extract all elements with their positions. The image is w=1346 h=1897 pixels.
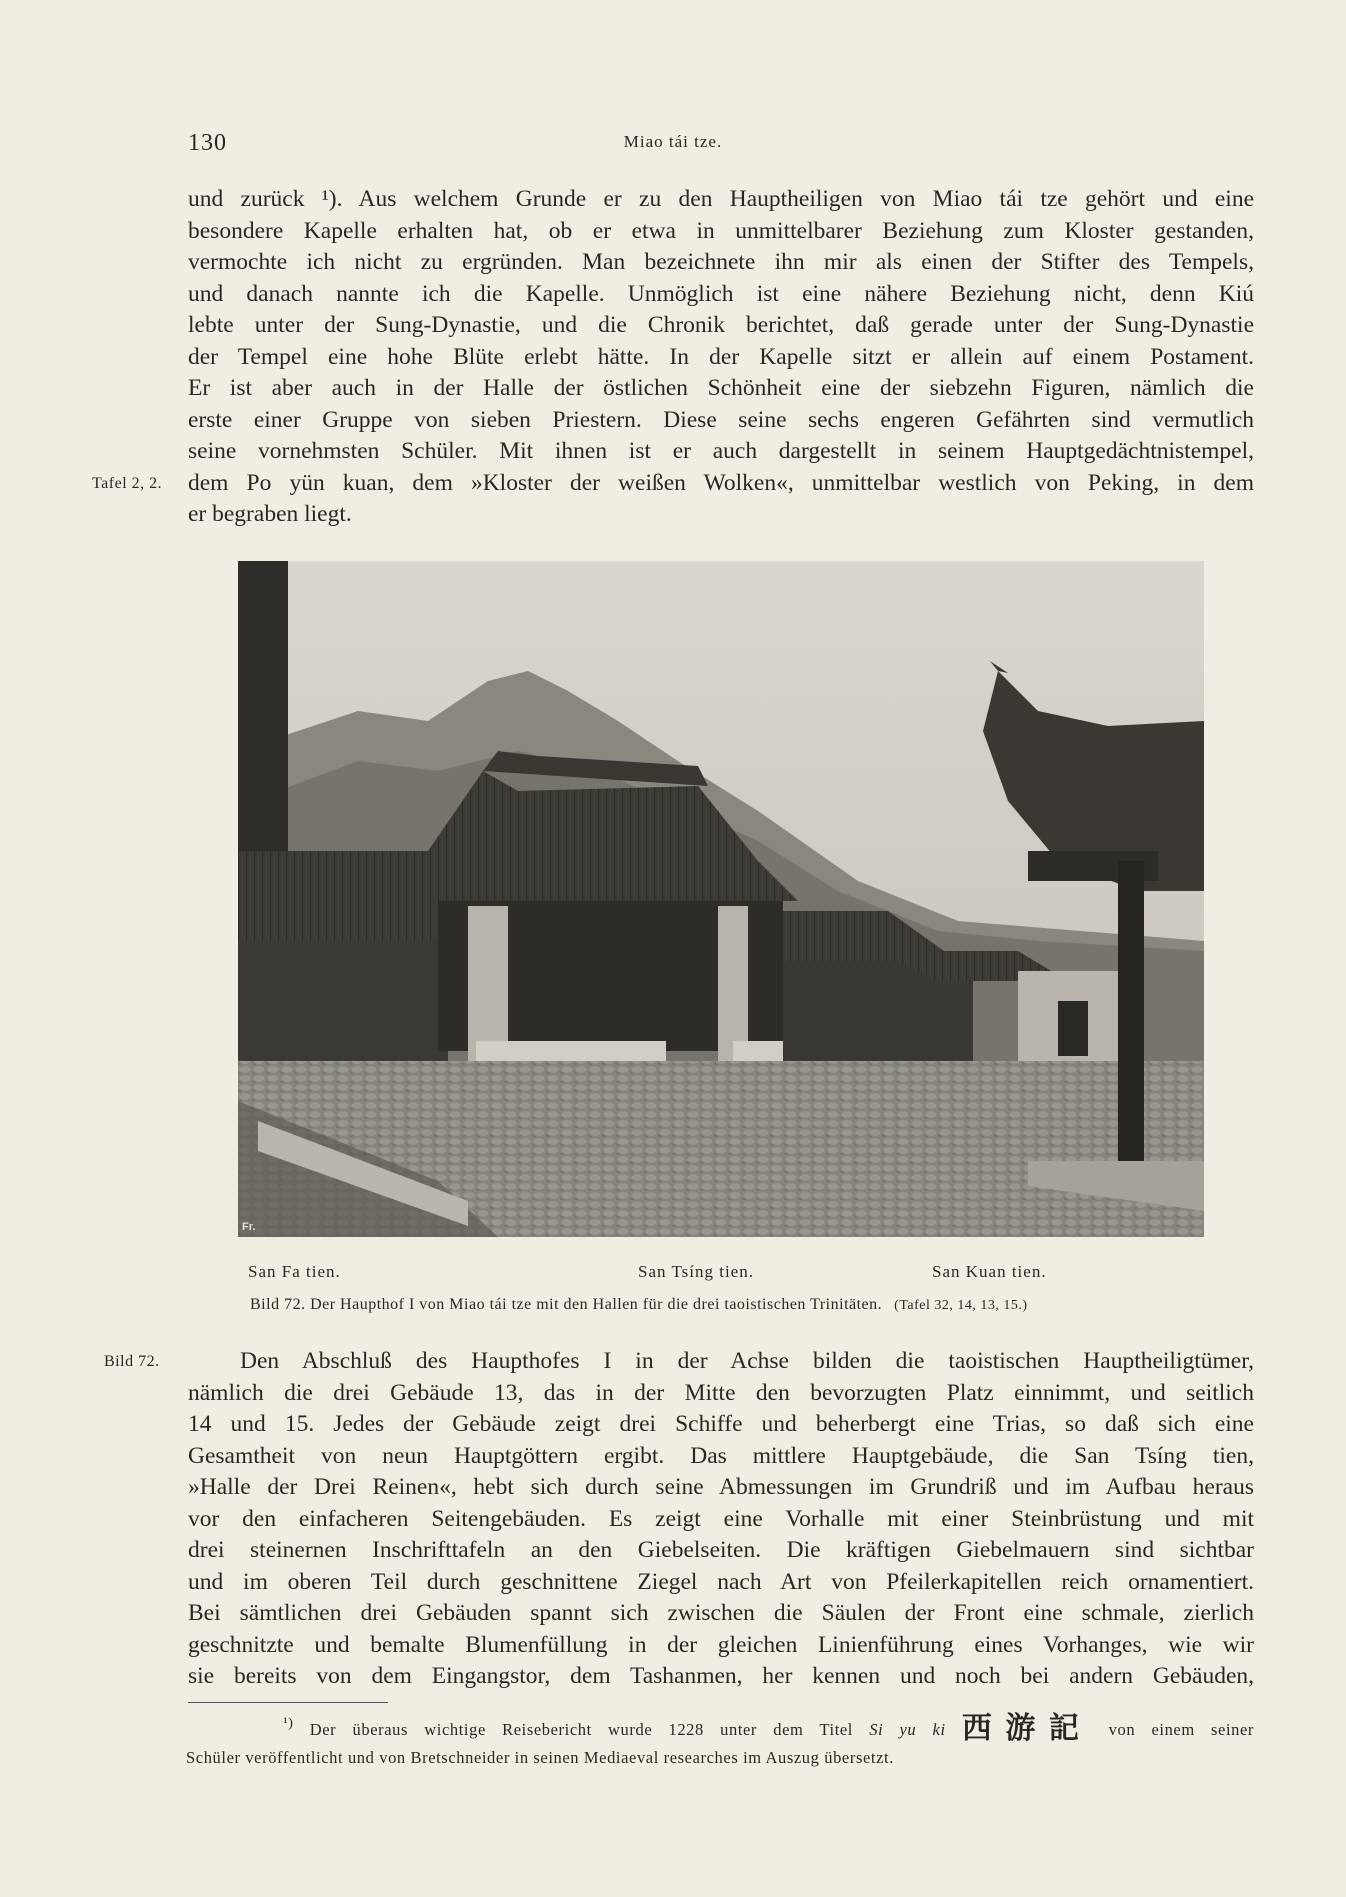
text-line: der Tempel eine hohe Blüte erlebt hätte. In der Kapelle sitzt er allein auf einem Postament.	[188, 343, 1254, 370]
text-line: und im oberen Teil durch geschnittene Ziegel nach Art von Pfeilerkapitellen reich ornamentiert.	[188, 1568, 1254, 1595]
footnote-line-1	[186, 1710, 1254, 1744]
text-line: dem Po yün kuan, dem »Kloster der weißen Wolken«, unmittelbar westlich von Peking, in dem	[188, 469, 1254, 496]
text-line: lebte unter der Sung-Dynastie, und die Chronik berichtet, daß gerade unter der Sung-Dynastie	[188, 312, 1254, 338]
footnote-line-2: Schüler veröffentlicht und von Bretschneider in seinen Mediaeval researches im Auszug übersetzt.	[186, 1748, 894, 1767]
caption-text: Bild 72. Der Haupthof I von Miao tái tze mit den Hallen für die drei taoistischen Trinitäten.	[250, 1296, 883, 1313]
text-line: besondere Kapelle erhalten hat, ob er etwa in unmittelbarer Beziehung zum Kloster gestanden,	[188, 217, 1254, 244]
temple-courtyard-photo	[238, 561, 1204, 1237]
text-line: »Halle der Drei Reinen«, hebt sich durch seine Abmessungen im Grundriß und im Aufbau heraus	[188, 1474, 1254, 1500]
text-line: vor den einfacheren Seitengebäuden. Es zeigt eine Vorhalle mit einer Steinbrüstung und mit	[188, 1505, 1254, 1532]
text-line: Er ist aber auch in der Halle der östlichen Schönheit eine der siebzehn Figuren, nämlich die	[188, 375, 1254, 401]
label-san-fa-tien: San Fa tien.	[248, 1262, 341, 1281]
page-number: 130	[188, 130, 227, 156]
label-san-tsing-tien: San Tsíng tien.	[638, 1262, 754, 1281]
margin-note-tafel: Tafel 2, 2.	[92, 475, 163, 492]
text-line: nämlich die drei Gebäude 13, das in der Mitte den bevorzugten Platz einnimmt, und seitlich	[188, 1379, 1254, 1406]
footnote-title: Si yu ki	[869, 1720, 946, 1739]
footnote-cjk-title: 西游記	[961, 1711, 1093, 1746]
footnote-rule	[188, 1702, 388, 1703]
text-line: und danach nannte ich die Kapelle. Unmöglich ist eine nähere Beziehung nicht, denn Kiú	[188, 280, 1254, 307]
text-line: geschnitzte und bemalte Blumenfüllung in der gleichen Linienführung eines Vorhanges, wie wir	[188, 1631, 1254, 1658]
text-line: 14 und 15. Jedes der Gebäude zeigt drei Schiffe und beherbergt eine Trias, so daß sich eine	[188, 1411, 1254, 1437]
text-line: drei steinernen Inschrifttafeln an den Giebelseiten. Die kräftigen Giebelmauern sind sichtbar	[188, 1537, 1254, 1563]
footnote-marker: ¹)	[283, 1716, 294, 1731]
footnote-text-post: von einem seiner	[1108, 1720, 1255, 1739]
footnote-text-pre: Der überaus wichtige Reisebericht wurde 1228 unter dem Titel	[309, 1720, 853, 1739]
text-line: Gesamtheit von neun Hauptgöttern ergibt. Das mittlere Hauptgebäude, die San Tsíng tien,	[188, 1442, 1254, 1469]
running-head: Miao tái tze.	[623, 132, 723, 151]
text-line: vermochte ich nicht zu ergründen. Man bezeichnete ihn mir als einen der Stifter des Tempels,	[188, 249, 1254, 275]
figure-caption	[250, 1296, 1028, 1314]
photo-mark: Fr.	[242, 1221, 256, 1233]
paragraph-1	[188, 184, 1254, 531]
text-line: und zurück ¹). Aus welchem Grunde er zu den Hauptheiligen von Miao tái tze gehört und eine	[188, 186, 1254, 212]
text-line: seine vornehmsten Schüler. Mit ihnen ist er auch dargestellt in seinem Hauptgedächtnistempel,	[188, 438, 1254, 464]
label-san-kuan-tien: San Kuan tien.	[932, 1262, 1047, 1281]
text-line: Den Abschluß des Haupthofes I in der Achse bilden die taoistischen Hauptheiligtümer,	[240, 1348, 1254, 1374]
footnote	[186, 1710, 1254, 1772]
text-line: sie bereits von dem Eingangstor, dem Tashanmen, her kennen und noch bei andern Gebäuden,	[188, 1663, 1254, 1689]
text-line: er begraben liegt.	[188, 501, 352, 527]
paragraph-2	[188, 1346, 1254, 1693]
caption-ref: (Tafel 32, 14, 13, 15.)	[894, 1298, 1028, 1313]
margin-note-bild: Bild 72.	[104, 1353, 160, 1370]
text-line: Bei sämtlichen drei Gebäuden spannt sich zwischen die Säulen der Front eine schmale, zierlich	[188, 1600, 1254, 1626]
text-line: erste einer Gruppe von sieben Priestern. Diese seine sechs engeren Gefährten sind vermutlich	[188, 406, 1254, 433]
